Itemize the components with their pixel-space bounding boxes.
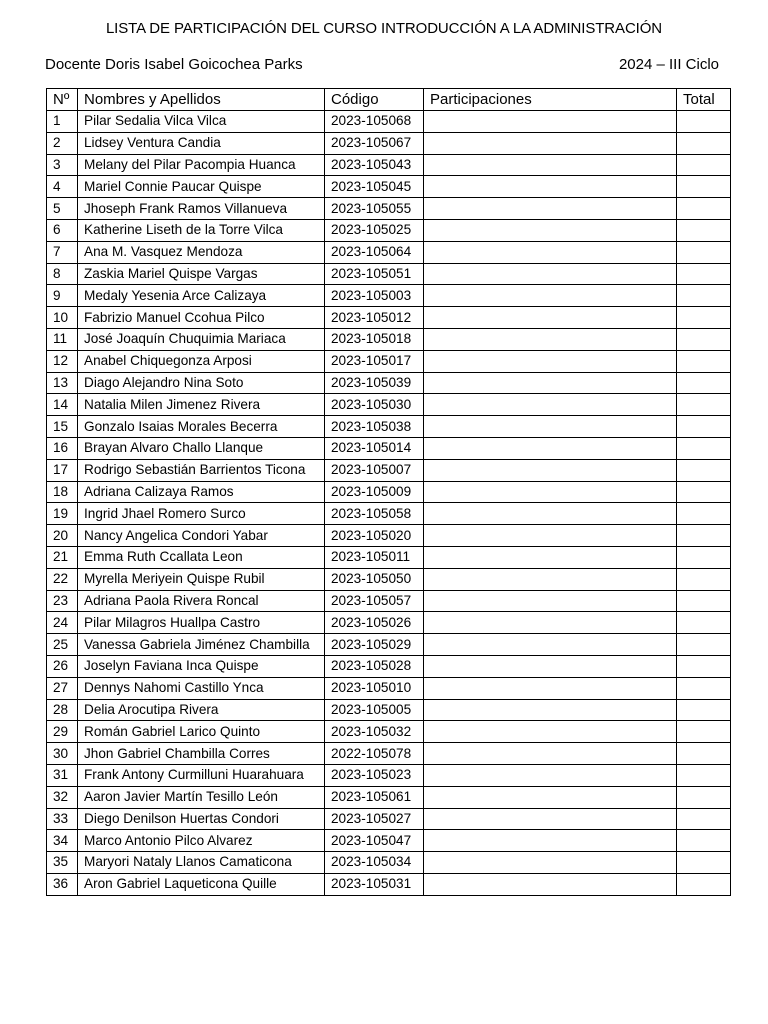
row-number: 25 — [47, 634, 78, 656]
table-row — [47, 721, 731, 743]
participations-cell — [424, 416, 677, 438]
student-name: Román Gabriel Larico Quinto — [78, 721, 325, 743]
table-row — [47, 699, 731, 721]
total-cell — [677, 655, 731, 677]
table-row — [47, 372, 731, 394]
row-number: 27 — [47, 677, 78, 699]
table-row — [47, 655, 731, 677]
row-number: 26 — [47, 655, 78, 677]
student-code: 2022-105078 — [325, 743, 424, 765]
student-code: 2023-105010 — [325, 677, 424, 699]
table-row — [47, 568, 731, 590]
row-number: 8 — [47, 263, 78, 285]
document-meta-row — [45, 55, 719, 75]
student-name: Jhon Gabriel Chambilla Corres — [78, 743, 325, 765]
student-name: Myrella Meriyein Quispe Rubil — [78, 568, 325, 590]
row-number: 11 — [47, 328, 78, 350]
table-row — [47, 285, 731, 307]
student-name: Maryori Nataly Llanos Camaticona — [78, 852, 325, 874]
student-code: 2023-105014 — [325, 437, 424, 459]
total-cell — [677, 721, 731, 743]
student-name: Anabel Chiquegonza Arposi — [78, 350, 325, 372]
student-code: 2023-105005 — [325, 699, 424, 721]
participations-cell — [424, 285, 677, 307]
student-code: 2023-105067 — [325, 132, 424, 154]
participations-cell — [424, 219, 677, 241]
table-row — [47, 873, 731, 895]
total-cell — [677, 677, 731, 699]
table-row — [47, 241, 731, 263]
student-code: 2023-105012 — [325, 307, 424, 329]
student-code: 2023-105017 — [325, 350, 424, 372]
student-code: 2023-105039 — [325, 372, 424, 394]
total-cell — [677, 525, 731, 547]
participations-cell — [424, 154, 677, 176]
participations-cell — [424, 459, 677, 481]
row-number: 30 — [47, 743, 78, 765]
student-name: Nancy Angelica Condori Yabar — [78, 525, 325, 547]
participations-cell — [424, 546, 677, 568]
total-cell — [677, 350, 731, 372]
row-number: 5 — [47, 198, 78, 220]
total-cell — [677, 873, 731, 895]
row-number: 15 — [47, 416, 78, 438]
participations-cell — [424, 873, 677, 895]
student-name: Katherine Liseth de la Torre Vilca — [78, 219, 325, 241]
total-cell — [677, 307, 731, 329]
teacher-name: Docente Doris Isabel Goicochea Parks — [45, 56, 303, 73]
table-header-row — [47, 89, 731, 111]
header-name: Nombres y Apellidos — [78, 89, 325, 111]
student-code: 2023-105031 — [325, 873, 424, 895]
student-name: Fabrizio Manuel Ccohua Pilco — [78, 307, 325, 329]
student-name: Melany del Pilar Pacompia Huanca — [78, 154, 325, 176]
participations-cell — [424, 568, 677, 590]
row-number: 21 — [47, 546, 78, 568]
row-number: 4 — [47, 176, 78, 198]
student-name: Brayan Alvaro Challo Llanque — [78, 437, 325, 459]
total-cell — [677, 437, 731, 459]
total-cell — [677, 111, 731, 133]
participations-cell — [424, 743, 677, 765]
total-cell — [677, 743, 731, 765]
total-cell — [677, 459, 731, 481]
total-cell — [677, 241, 731, 263]
student-name: Mariel Connie Paucar Quispe — [78, 176, 325, 198]
row-number: 22 — [47, 568, 78, 590]
total-cell — [677, 416, 731, 438]
row-number: 16 — [47, 437, 78, 459]
participations-cell — [424, 525, 677, 547]
student-name: Frank Antony Curmilluni Huarahuara — [78, 764, 325, 786]
student-code: 2023-105032 — [325, 721, 424, 743]
participations-cell — [424, 503, 677, 525]
row-number: 12 — [47, 350, 78, 372]
participations-cell — [424, 394, 677, 416]
student-code: 2023-105018 — [325, 328, 424, 350]
table-row — [47, 307, 731, 329]
student-name: Adriana Calizaya Ramos — [78, 481, 325, 503]
participations-cell — [424, 263, 677, 285]
row-number: 10 — [47, 307, 78, 329]
student-code: 2023-105023 — [325, 764, 424, 786]
participations-cell — [424, 852, 677, 874]
student-code: 2023-105050 — [325, 568, 424, 590]
table-row — [47, 481, 731, 503]
participations-cell — [424, 372, 677, 394]
student-code: 2023-105029 — [325, 634, 424, 656]
student-code: 2023-105057 — [325, 590, 424, 612]
row-number: 34 — [47, 830, 78, 852]
row-number: 3 — [47, 154, 78, 176]
student-code: 2023-105034 — [325, 852, 424, 874]
participations-cell — [424, 677, 677, 699]
total-cell — [677, 394, 731, 416]
total-cell — [677, 634, 731, 656]
row-number: 36 — [47, 873, 78, 895]
row-number: 20 — [47, 525, 78, 547]
student-name: Natalia Milen Jimenez Rivera — [78, 394, 325, 416]
student-name: Pilar Sedalia Vilca Vilca — [78, 111, 325, 133]
row-number: 24 — [47, 612, 78, 634]
student-name: Dennys Nahomi Castillo Ynca — [78, 677, 325, 699]
student-name: Rodrigo Sebastián Barrientos Ticona — [78, 459, 325, 481]
participations-cell — [424, 132, 677, 154]
row-number: 35 — [47, 852, 78, 874]
table-row — [47, 416, 731, 438]
total-cell — [677, 328, 731, 350]
header-participations: Participaciones — [424, 89, 677, 111]
table-row — [47, 612, 731, 634]
student-name: Diago Alejandro Nina Soto — [78, 372, 325, 394]
student-code: 2023-105025 — [325, 219, 424, 241]
student-code: 2023-105047 — [325, 830, 424, 852]
total-cell — [677, 852, 731, 874]
row-number: 9 — [47, 285, 78, 307]
student-code: 2023-105011 — [325, 546, 424, 568]
participations-cell — [424, 176, 677, 198]
student-name: Medaly Yesenia Arce Calizaya — [78, 285, 325, 307]
header-code: Código — [325, 89, 424, 111]
table-row — [47, 132, 731, 154]
row-number: 13 — [47, 372, 78, 394]
table-row — [47, 634, 731, 656]
student-name: Pilar Milagros Huallpa Castro — [78, 612, 325, 634]
row-number: 32 — [47, 786, 78, 808]
total-cell — [677, 372, 731, 394]
total-cell — [677, 546, 731, 568]
total-cell — [677, 590, 731, 612]
student-code: 2023-105055 — [325, 198, 424, 220]
row-number: 2 — [47, 132, 78, 154]
total-cell — [677, 154, 731, 176]
total-cell — [677, 503, 731, 525]
total-cell — [677, 176, 731, 198]
student-code: 2023-105007 — [325, 459, 424, 481]
row-number: 6 — [47, 219, 78, 241]
total-cell — [677, 132, 731, 154]
page-title: LISTA DE PARTICIPACIÓN DEL CURSO INTRODUCCIÓN A LA ADMINISTRACIÓN — [105, 20, 663, 37]
total-cell — [677, 285, 731, 307]
student-name: Ingrid Jhael Romero Surco — [78, 503, 325, 525]
table-row — [47, 525, 731, 547]
participations-cell — [424, 437, 677, 459]
participations-cell — [424, 241, 677, 263]
table-row — [47, 590, 731, 612]
table-row — [47, 176, 731, 198]
table-row — [47, 743, 731, 765]
header-total: Total — [677, 89, 731, 111]
student-code: 2023-105009 — [325, 481, 424, 503]
table-row — [47, 328, 731, 350]
participations-cell — [424, 699, 677, 721]
student-code: 2023-105038 — [325, 416, 424, 438]
student-code: 2023-105003 — [325, 285, 424, 307]
table-row — [47, 263, 731, 285]
student-name: Aaron Javier Martín Tesillo León — [78, 786, 325, 808]
table-body — [47, 111, 731, 896]
student-code: 2023-105043 — [325, 154, 424, 176]
student-name: José Joaquín Chuquimia Mariaca — [78, 328, 325, 350]
student-code: 2023-105061 — [325, 786, 424, 808]
participations-cell — [424, 350, 677, 372]
student-code: 2023-105058 — [325, 503, 424, 525]
participations-cell — [424, 590, 677, 612]
row-number: 29 — [47, 721, 78, 743]
participations-cell — [424, 307, 677, 329]
table-row — [47, 437, 731, 459]
student-name: Adriana Paola Rivera Roncal — [78, 590, 325, 612]
total-cell — [677, 764, 731, 786]
row-number: 18 — [47, 481, 78, 503]
student-name: Emma Ruth Ccallata Leon — [78, 546, 325, 568]
student-name: Gonzalo Isaias Morales Becerra — [78, 416, 325, 438]
student-code: 2023-105020 — [325, 525, 424, 547]
table-row — [47, 154, 731, 176]
row-number: 14 — [47, 394, 78, 416]
student-name: Ana M. Vasquez Mendoza — [78, 241, 325, 263]
row-number: 17 — [47, 459, 78, 481]
row-number: 31 — [47, 764, 78, 786]
total-cell — [677, 808, 731, 830]
table-row — [47, 111, 731, 133]
row-number: 1 — [47, 111, 78, 133]
participations-cell — [424, 786, 677, 808]
total-cell — [677, 198, 731, 220]
participations-cell — [424, 764, 677, 786]
participations-cell — [424, 655, 677, 677]
table-row — [47, 830, 731, 852]
table-row — [47, 394, 731, 416]
table-row — [47, 764, 731, 786]
student-name: Delia Arocutipa Rivera — [78, 699, 325, 721]
participations-cell — [424, 328, 677, 350]
participations-cell — [424, 830, 677, 852]
row-number: 7 — [47, 241, 78, 263]
total-cell — [677, 568, 731, 590]
participations-cell — [424, 612, 677, 634]
table-row — [47, 350, 731, 372]
student-code: 2023-105068 — [325, 111, 424, 133]
student-name: Jhoseph Frank Ramos Villanueva — [78, 198, 325, 220]
student-name: Zaskia Mariel Quispe Vargas — [78, 263, 325, 285]
table-row — [47, 786, 731, 808]
student-code: 2023-105064 — [325, 241, 424, 263]
participations-cell — [424, 634, 677, 656]
total-cell — [677, 699, 731, 721]
student-code: 2023-105027 — [325, 808, 424, 830]
student-code: 2023-105028 — [325, 655, 424, 677]
table-row — [47, 503, 731, 525]
student-name: Joselyn Faviana Inca Quispe — [78, 655, 325, 677]
table-row — [47, 459, 731, 481]
student-name: Vanessa Gabriela Jiménez Chambilla — [78, 634, 325, 656]
student-code: 2023-105030 — [325, 394, 424, 416]
header-number: Nº — [47, 89, 78, 111]
table-row — [47, 219, 731, 241]
student-code: 2023-105026 — [325, 612, 424, 634]
total-cell — [677, 612, 731, 634]
student-name: Aron Gabriel Laqueticona Quille — [78, 873, 325, 895]
academic-cycle: 2024 – III Ciclo — [618, 56, 719, 73]
row-number: 33 — [47, 808, 78, 830]
table-row — [47, 677, 731, 699]
student-name: Lidsey Ventura Candia — [78, 132, 325, 154]
participation-table — [46, 88, 731, 896]
total-cell — [677, 219, 731, 241]
table-row — [47, 852, 731, 874]
table-row — [47, 198, 731, 220]
row-number: 28 — [47, 699, 78, 721]
student-name: Marco Antonio Pilco Alvarez — [78, 830, 325, 852]
participations-cell — [424, 721, 677, 743]
total-cell — [677, 830, 731, 852]
total-cell — [677, 786, 731, 808]
table-row — [47, 808, 731, 830]
participations-cell — [424, 111, 677, 133]
student-code: 2023-105045 — [325, 176, 424, 198]
row-number: 23 — [47, 590, 78, 612]
total-cell — [677, 263, 731, 285]
participations-cell — [424, 481, 677, 503]
participations-cell — [424, 198, 677, 220]
total-cell — [677, 481, 731, 503]
student-code: 2023-105051 — [325, 263, 424, 285]
participations-cell — [424, 808, 677, 830]
student-name: Diego Denilson Huertas Condori — [78, 808, 325, 830]
row-number: 19 — [47, 503, 78, 525]
table-row — [47, 546, 731, 568]
